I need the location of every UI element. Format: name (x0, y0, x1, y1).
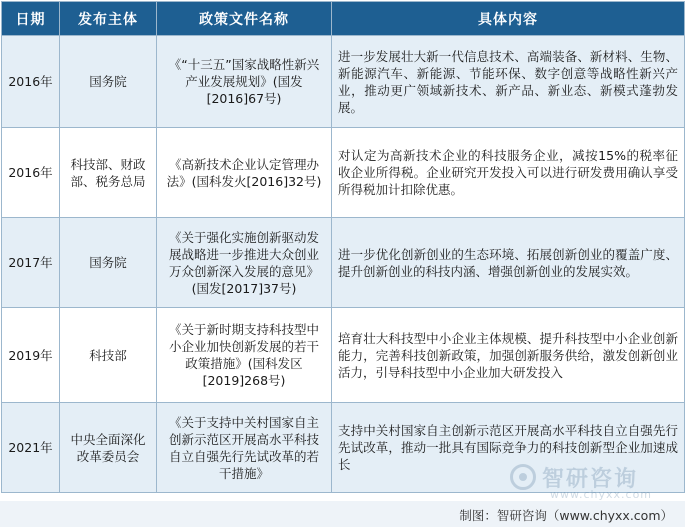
cell-date: 2021年 (2, 403, 60, 493)
table-row (2, 403, 685, 493)
cell-content: 进一步优化创新创业的生态环境、拓展创新创业的覆盖广度、提升创新创业的科技内涵、增强创新创业的发展实效。 (332, 218, 685, 308)
table-row (2, 218, 685, 308)
cell-publisher: 中央全面深化改革委员会 (60, 403, 157, 493)
cell-policy-name: 《“十三五”国家战略性新兴产业发展规划》(国发[2016]67号) (157, 36, 332, 128)
footer-bar (0, 501, 685, 527)
cell-date: 2016年 (2, 128, 60, 218)
cell-publisher: 科技部 (60, 308, 157, 403)
table-row (2, 36, 685, 128)
header-row (2, 2, 685, 36)
watermark-name: 智研咨询 (542, 467, 639, 492)
cell-content: 对认定为高新技术企业的科技服务企业，减按15%的税率征收企业所得税。企业研究开发投入可以进行研发费用确认享受所得税加计扣除优惠。 (332, 128, 685, 218)
cell-policy-name: 《关于新时期支持科技型中小企业加快创新发展的若干政策措施》(国科发区[2019]268号) (157, 308, 332, 403)
cell-content: 培育壮大科技型中小企业主体规模、提升科技型中小企业创新能力，完善科技创新政策，加强创新服务供给，激发创新创业活力，引导科技型中小企业加大研发投入 (332, 308, 685, 403)
header-policy-name: 政策文件名称 (157, 2, 332, 36)
cell-policy-name: 《关于强化实施创新驱动发展战略进一步推进大众创业万众创新深入发展的意见》(国发[2017]37号) (157, 218, 332, 308)
table-row (2, 308, 685, 403)
cell-date: 2017年 (2, 218, 60, 308)
cell-publisher: 国务院 (60, 218, 157, 308)
header-content: 具体内容 (332, 2, 685, 36)
policy-table (1, 1, 685, 493)
header-date: 日期 (2, 2, 60, 36)
cell-publisher: 科技部、财政部、税务总局 (60, 128, 157, 218)
footer-credit: 制图：智研咨询（www.chyxx.com） (459, 508, 673, 523)
cell-date: 2016年 (2, 36, 60, 128)
cell-policy-name: 《关于支持中关村国家自主创新示范区开展高水平科技自立自强先行先试改革的若干措施》 (157, 403, 332, 493)
header-publisher: 发布主体 (60, 2, 157, 36)
table-row (2, 128, 685, 218)
cell-date: 2019年 (2, 308, 60, 403)
cell-policy-name: 《高新技术企业认定管理办法》(国科发火[2016]32号) (157, 128, 332, 218)
cell-content: 支持中关村国家自主创新示范区开展高水平科技自立自强先行先试改革，推动一批具有国际竞争力的科技创新型企业加速成长 (332, 403, 685, 493)
cell-content: 进一步发展壮大新一代信息技术、高端装备、新材料、生物、新能源汽车、新能源、节能环保、数字创意等战略性新兴产业，推动更广领域新技术、新产品、新业态、新模式蓬勃发展。 (332, 36, 685, 128)
watermark-url: www.chyxx.com (550, 488, 653, 501)
cell-publisher: 国务院 (60, 36, 157, 128)
